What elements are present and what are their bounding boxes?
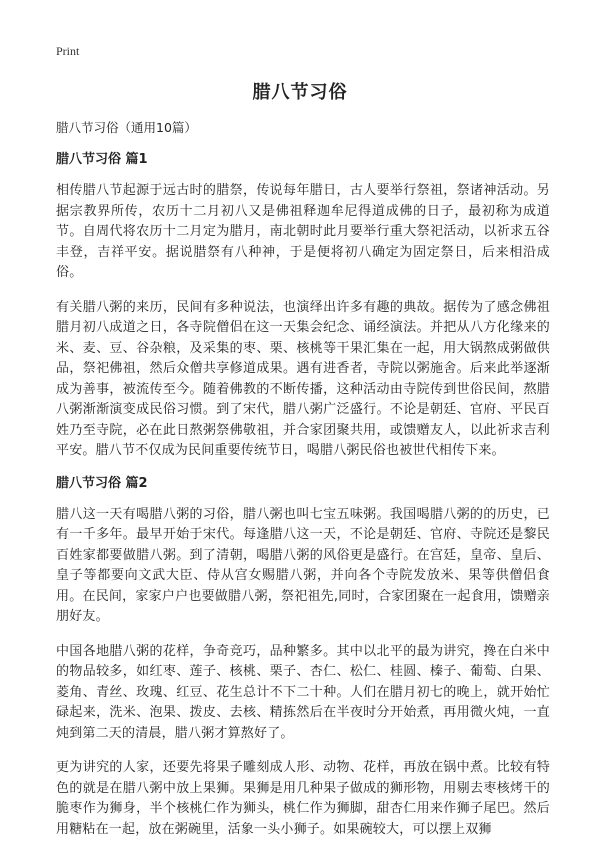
print-link[interactable]: Print (56, 44, 80, 58)
paragraph: 相传腊八节起源于远古时的腊祭，传说每年腊日，古人要举行祭祖，祭诸神活动。另据宗教界所传，农历十二月初八又是佛祖释迦牟尼得道成佛的日子，最初称为成道节。自周代将农历十二月定为腊月，南北朝时此月要举行重大祭祀活动，以祈求五谷丰登，吉祥平安。据说腊祭有八种神，于是便将初八确定为固定祭日，后来相沿成俗。 (56, 183, 550, 280)
paragraph: 腊八这一天有喝腊八粥的习俗，腊八粥也叫七宝五味粥。我国喝腊八粥的的历史，已有一千多年。最早开始于宋代。每逢腊八这一天，不论是朝廷、官府、寺院还是黎民百姓家都要做腊八粥。到了清朝，喝腊八粥的风俗更是盛行。在宫廷，皇帝、皇后、皇子等都要向文武大臣、侍从宫女赐腊八粥，并向各个寺院发放米、果等供僧侣食用。在民间，家家户户也要做腊八粥，祭祀祖先,同时，合家团聚在一起食用，馈赠亲朋好友。 (56, 506, 550, 624)
paragraph: 更为讲究的人家，还要先将果子雕刻成人形、动物、花样，再放在锅中煮。比较有特色的就是在腊八粥中放上果狮。果狮是用几种果子做成的狮形物，用剔去枣核烤干的脆枣作为狮身，半个核桃仁作为狮头，桃仁作为狮脚，甜杏仁用来作狮子尾巴。然后用糖粘在一起，放在粥碗里，活象一头小狮子。如果碗较大，可以摆上双狮 (56, 760, 550, 837)
page-title: 腊八节习俗 (252, 82, 348, 103)
paragraph: 中国各地腊八粥的花样，争奇竞巧，品种繁多。其中以北平的最为讲究，搀在白米中的物品较多，如红枣、莲子、核桃、栗子、杏仁、松仁、桂圆、榛子、葡萄、白果、菱角、青丝、玫瑰、红豆、花生总计不下二十种。人们在腊月初七的晚上，就开始忙碌起来，洗米、泡果、拨皮、去核、精拣然后在半夜时分开始煮，再用微火炖，一直炖到第二天的清晨，腊八粥才算熬好了。 (56, 643, 550, 741)
document-body (56, 120, 550, 854)
section-heading-1: 腊八节习俗 篇1 (56, 152, 148, 167)
document-subtitle: 腊八节习俗（通用10篇） (56, 120, 197, 135)
paragraph: 有关腊八粥的来历，民间有多种说法，也演绎出许多有趣的典故。据传为了感念佛祖腊月初八成道之日，各寺院僧侣在这一天集会纪念、诵经演法。并把从八方化缘来的米、麦、豆、谷杂粮，及采集的枣、栗、核桃等干果汇集在一起，用大锅熬成粥做供品，祭祀佛祖，然后众僧共享修道成果。遇有进香者，寺院以粥施舍。后来此举逐渐成为善事，被流传至今。随着佛教的不断传播，这种活动由寺院传到世俗民间，熬腊八粥渐渐演变成民俗习惯。到了宋代，腊八粥广泛盛行。不论是朝廷、官府、平民百姓乃至寺院，必在此日熬粥祭佛敬祖，并合家团聚共用，或馈赠友人，以此祈求吉利平安。腊八节不仅成为民间重要传统节日，喝腊八粥民俗也被世代相传下来。 (56, 299, 550, 458)
section-heading-2: 腊八节习俗 篇2 (56, 475, 148, 491)
